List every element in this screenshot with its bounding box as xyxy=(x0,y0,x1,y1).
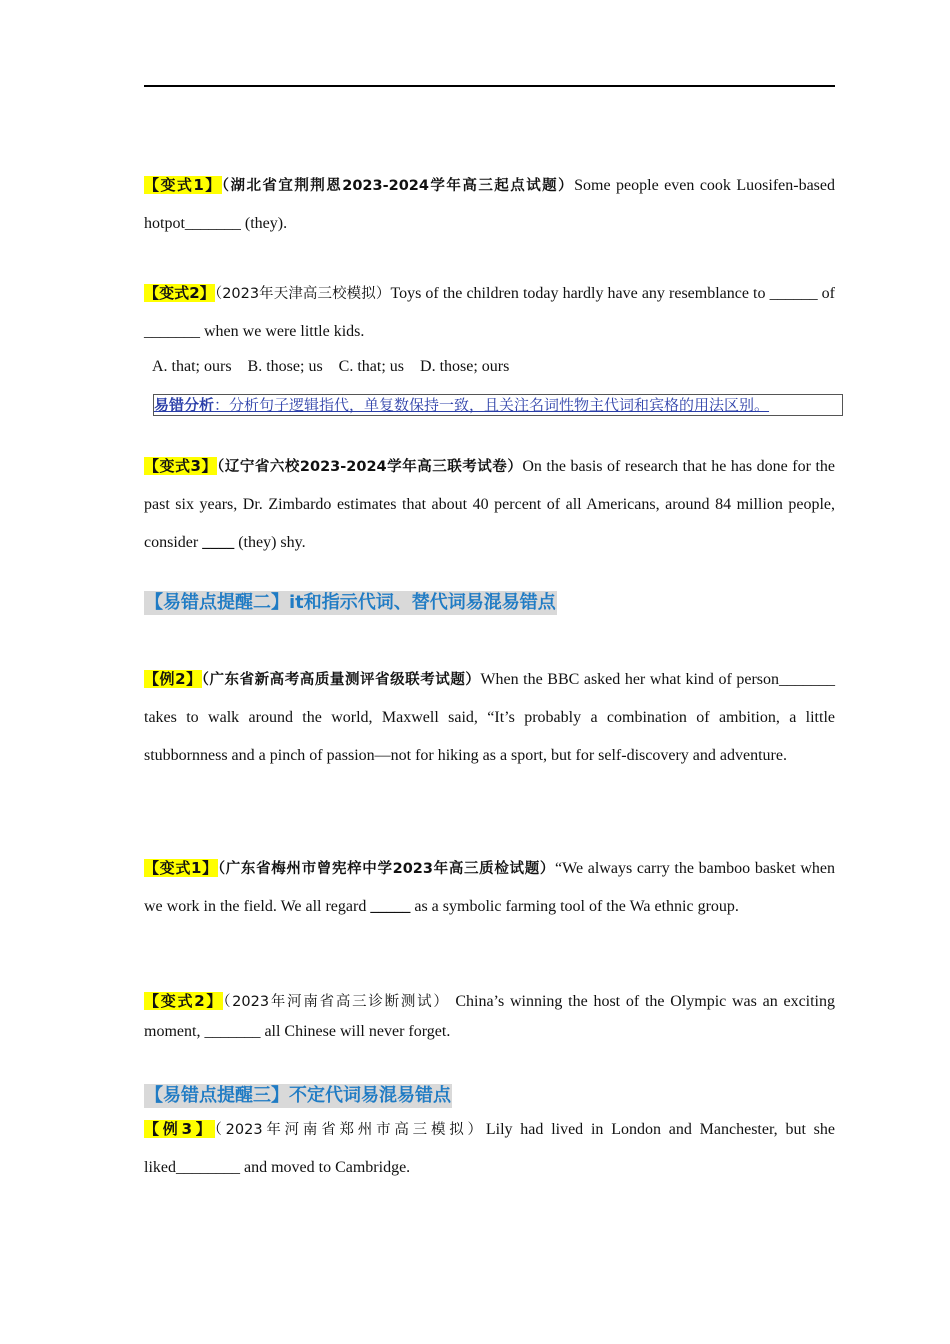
question-source: （湖北省宜荆荆恩2023-2024学年高三起点试题） xyxy=(221,178,575,194)
header-rule xyxy=(144,85,835,87)
question-text: Toys of the children today hardly have any resemblance to ______ of _______ when we were little kids. xyxy=(144,285,835,340)
question-variant-2 xyxy=(144,274,835,351)
answer-options xyxy=(152,355,509,379)
question-variant-3 xyxy=(144,447,835,562)
question-tag: 【例3】 xyxy=(144,1120,215,1138)
analysis-label: 易错分析 xyxy=(154,396,215,414)
question-source: （广东省新高考高质量测评省级联考试题） xyxy=(201,672,481,688)
question-text: China’s winning the host of the Olympic was an exciting moment, _______ all Chinese will never forget. xyxy=(144,993,836,1040)
analysis-text: 分析句子逻辑指代，单复数保持一致，且关注名词性物主代词和宾格的用法区别。 xyxy=(229,396,770,414)
question-text: On the basis of research that he has done for the past six years, Dr. Zimbardo estimates that about 40 percent of all Americans, around 84 million people, consider xyxy=(144,458,836,551)
question-text: Lily had lived in London and Manchester, but she liked________ and moved to Cambridge. xyxy=(144,1121,836,1176)
question-variant-2b xyxy=(144,987,835,1046)
analysis-colon: ： xyxy=(214,396,230,414)
question-tag: 【变式2】 xyxy=(144,284,215,302)
option-a: A. that; ours xyxy=(152,358,232,375)
question-text: When the BBC asked her what kind of person_______ takes to walk around the world, Maxwell said, “It’s probably a combination of ambition, a little stubbornness and a pinch of passion—not for hiking as a sport, but for self-discovery and adventure. xyxy=(144,671,836,764)
error-analysis-box xyxy=(153,394,843,416)
question-tag: 【变式3】 xyxy=(144,457,218,475)
question-source: （2023年河南省高三诊断测试） xyxy=(223,994,450,1010)
option-b: B. those; us xyxy=(247,358,323,375)
question-example-2 xyxy=(144,660,835,775)
question-tag: 【例2】 xyxy=(144,670,202,688)
question-variant-1 xyxy=(144,166,835,243)
question-text: “We always carry the bamboo basket when we work in the field. We all regard xyxy=(144,860,836,915)
question-source: （2023年天津高三校模拟） xyxy=(214,286,391,302)
question-tag: 【变式1】 xyxy=(144,176,222,194)
question-variant-1b xyxy=(144,849,835,926)
question-text-end: (they) shy. xyxy=(234,534,306,551)
question-blank: ____ xyxy=(202,534,235,551)
section-heading-3: 【易错点提醒三】不定代词易混易错点 xyxy=(145,1085,451,1106)
question-source: （广东省梅州市曾宪梓中学2023年高三质检试题） xyxy=(217,861,556,877)
section-heading-2: 【易错点提醒二】it和指示代词、替代词易混易错点 xyxy=(145,592,556,613)
question-example-3 xyxy=(144,1110,835,1187)
question-text: Some people even cook Luosifen-based hotpot_______ (they). xyxy=(144,177,836,232)
question-tag: 【变式2】 xyxy=(144,992,224,1010)
question-source: （辽宁省六校2023-2024学年高三联考试卷） xyxy=(217,459,523,475)
option-d: D. those; ours xyxy=(420,358,510,375)
question-source: （2023年河南省郑州市高三模拟） xyxy=(214,1122,486,1138)
question-blank: _____ xyxy=(370,898,411,915)
option-c: C. that; us xyxy=(338,358,405,375)
question-text-end: as a symbolic farming tool of the Wa ethnic group. xyxy=(410,898,739,915)
question-tag: 【变式1】 xyxy=(144,859,218,877)
